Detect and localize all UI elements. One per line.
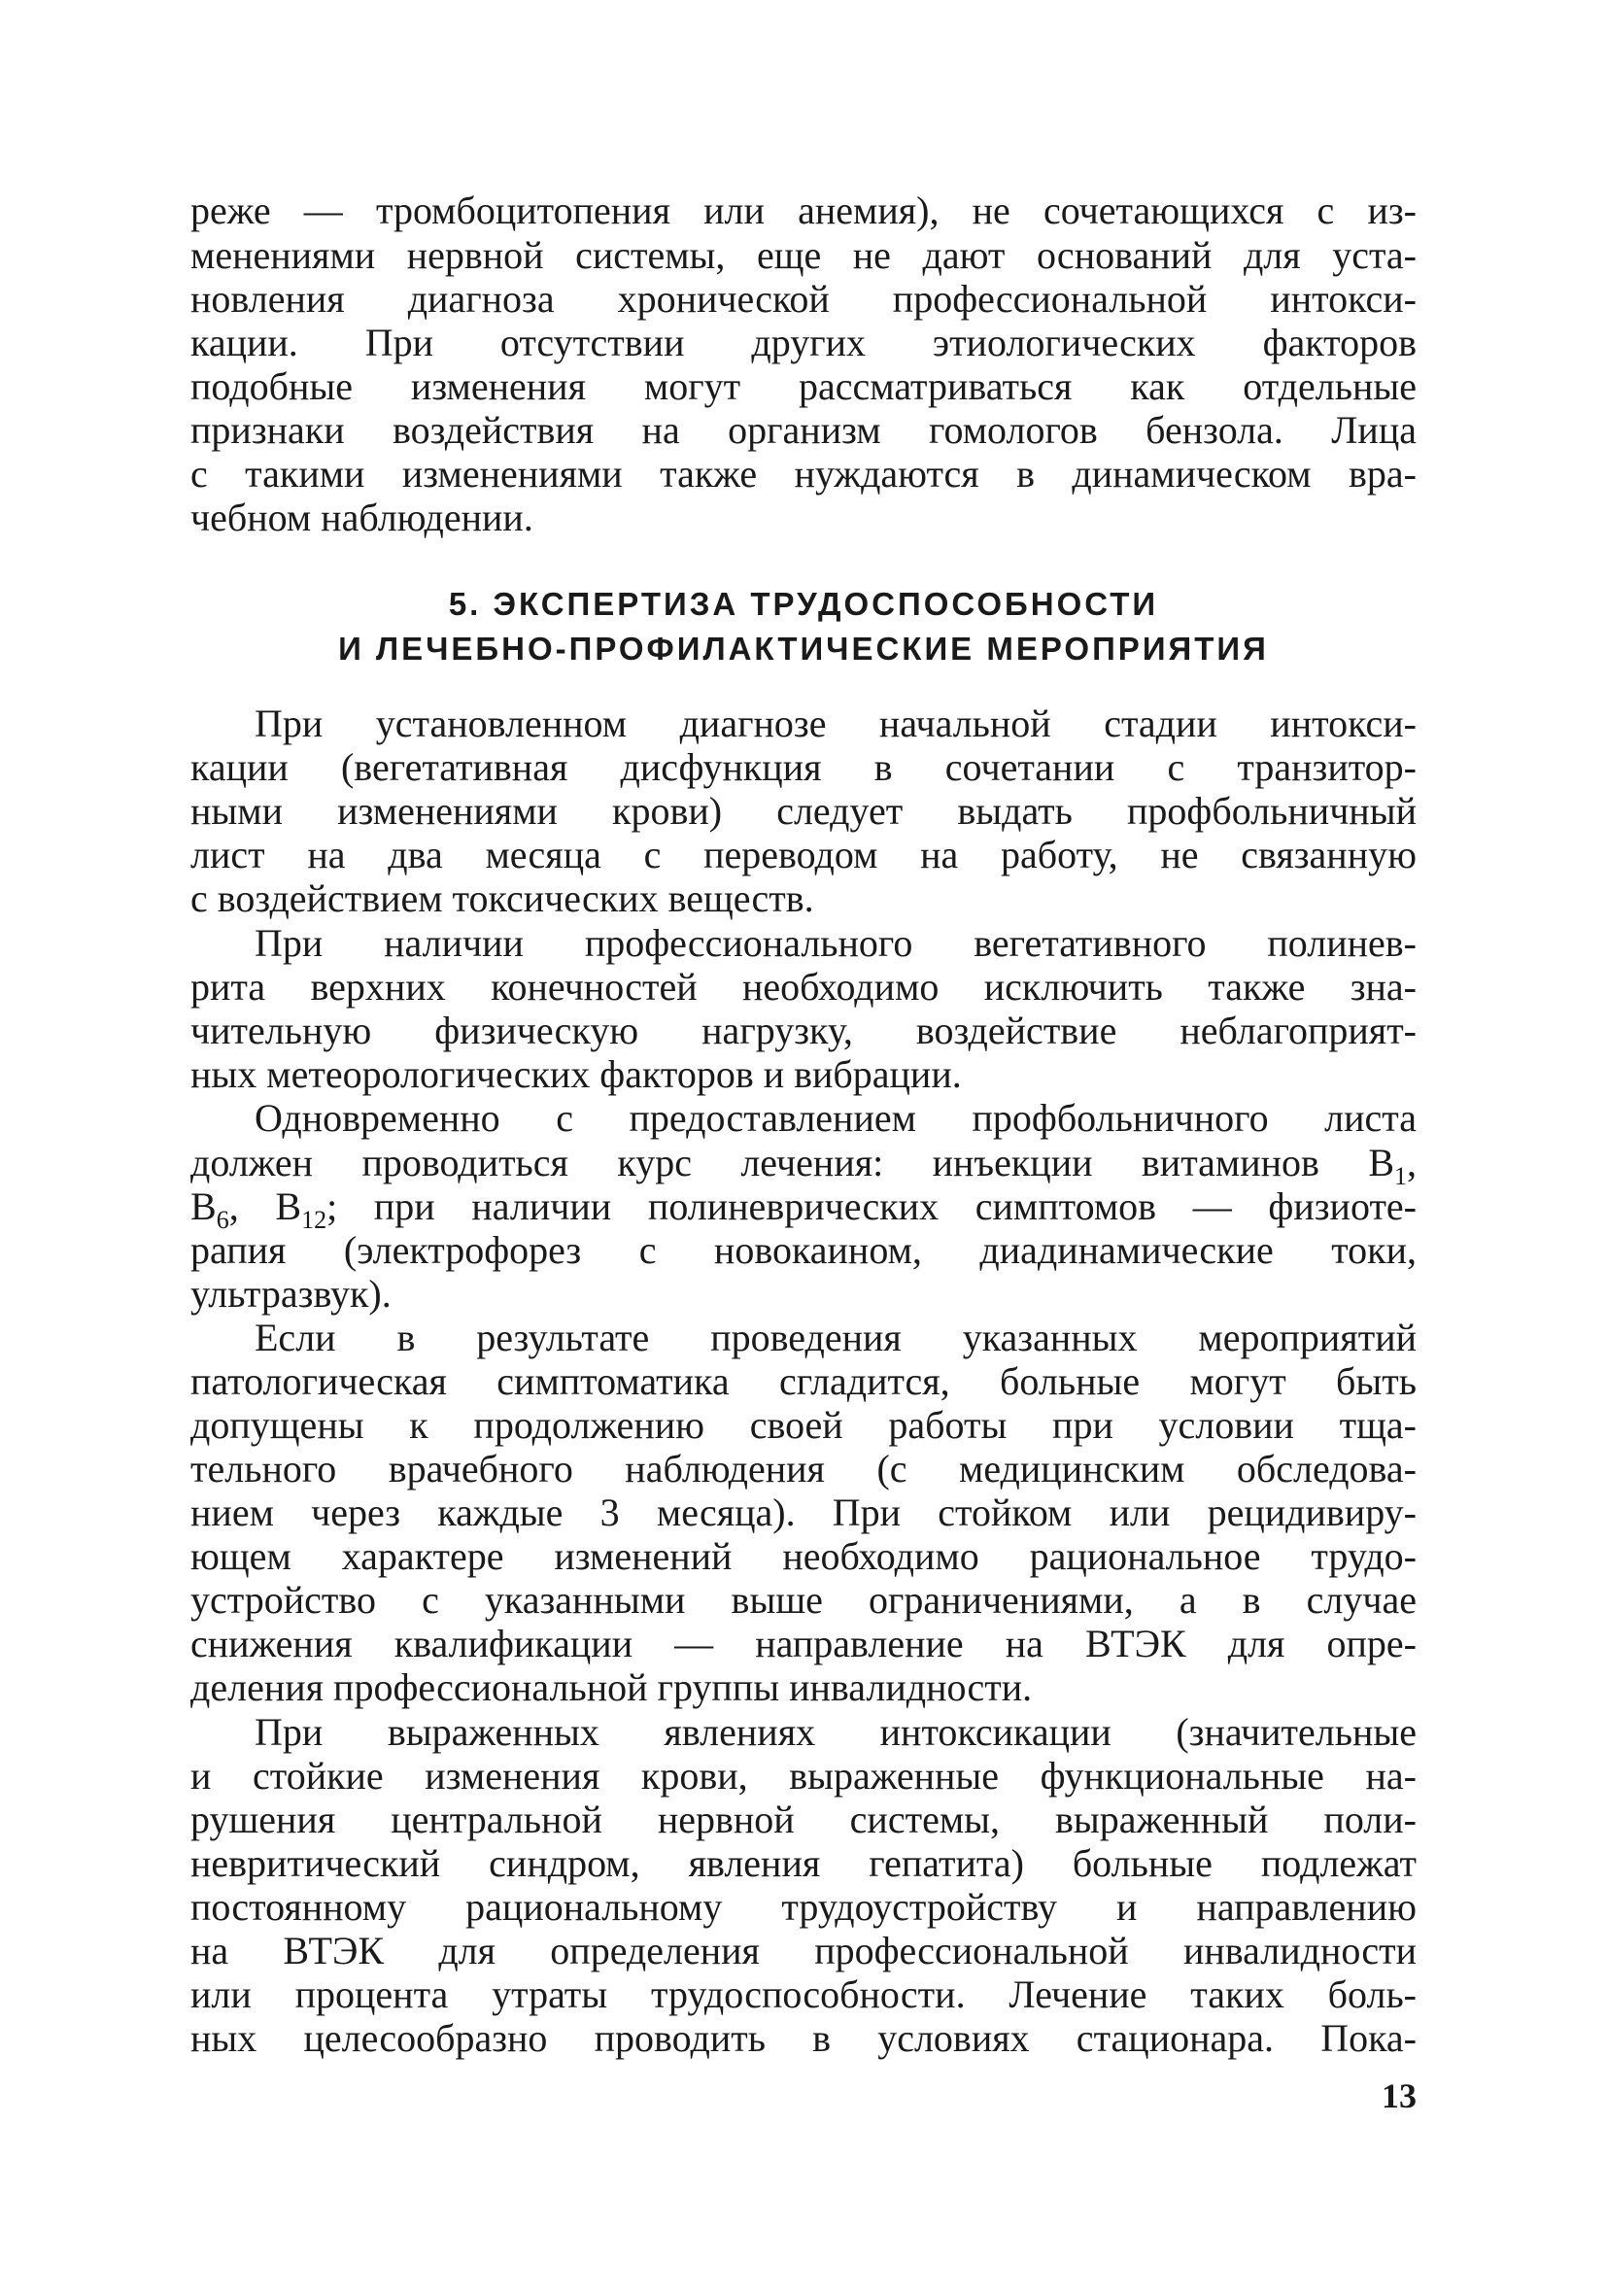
text-line: новления диагноза хронической профессиональной интокси- xyxy=(190,277,1417,321)
text-line: невритический синдром, явления гепатита) больные подлежат xyxy=(190,1841,1417,1885)
text-line: При наличии профессионального вегетативного полинев- xyxy=(255,921,1417,965)
section-heading-line-2: И ЛЕЧЕБНО-ПРОФИЛАКТИЧЕСКИЕ МЕРОПРИЯТИЯ xyxy=(338,631,1269,667)
section-heading-line-1: 5. ЭКСПЕРТИЗА ТРУДОСПОСОБНОСТИ xyxy=(448,586,1159,622)
text-line: патологическая симптоматика сгладится, больные могут быть xyxy=(190,1359,1417,1403)
text-line: рита верхних конечностей необходимо исключить также зна- xyxy=(190,965,1417,1009)
text-line: Одновременно с предоставлением профбольничного листа xyxy=(255,1096,1417,1140)
text-line: реже — тромбоцитопения или анемия), не сочетающихся с из- xyxy=(190,188,1417,232)
text-line: подобные изменения могут рассматриваться как отдельные xyxy=(190,364,1417,408)
text-line xyxy=(190,1184,1417,1234)
text-line: чительную физическую нагрузку, воздействие неблагоприят- xyxy=(190,1009,1417,1052)
text-line: нием через каждые 3 месяца). При стойком или рецидивиру- xyxy=(190,1491,1417,1534)
text-span: , B xyxy=(228,1184,302,1228)
vitamin-subscript: 6 xyxy=(216,1206,229,1234)
text-line: При выраженных явлениях интоксикации (значительные xyxy=(255,1710,1417,1754)
text-line: менениями нервной системы, еще не дают оснований для уста- xyxy=(190,233,1417,277)
text-line xyxy=(190,1141,1417,1190)
text-line: признаки воздействия на организм гомологов бензола. Лица xyxy=(190,408,1417,452)
text-span: , xyxy=(1407,1141,1417,1184)
text-line: устройство с указанными выше ограничениями, а в случае xyxy=(190,1578,1417,1622)
text-line: ных метеорологических факторов и вибрации. xyxy=(190,1052,962,1096)
text-line: ными изменениями крови) следует выдать профбольничный xyxy=(190,789,1417,833)
text-span: B xyxy=(190,1184,217,1228)
text-line: кации (вегетативная дисфункция в сочетании с транзитор- xyxy=(190,745,1417,789)
vitamin-subscript: 1 xyxy=(1394,1162,1407,1190)
text-span: ; при наличии полиневрических симптомов — физиоте- xyxy=(326,1184,1417,1228)
text-line: допущены к продолжению своей работы при условии тща- xyxy=(190,1403,1417,1447)
vitamin-subscript: 12 xyxy=(301,1206,327,1234)
text-line: рапия (электрофорез с новокаином, диадинамические токи, xyxy=(190,1228,1417,1272)
text-line: или процента утраты трудоспособности. Лечение таких боль- xyxy=(190,1972,1417,2016)
text-line: с такими изменениями также нуждаются в динамическом вра- xyxy=(190,452,1417,496)
text-span: должен проводиться курс лечения: инъекции витаминов B xyxy=(190,1141,1394,1184)
text-line: ющем характере изменений необходимо рациональное трудо- xyxy=(190,1534,1417,1578)
text-line: рушения центральной нервной системы, выраженный поли- xyxy=(190,1798,1417,1841)
text-line: При установленном диагнозе начальной стадии интокси- xyxy=(255,702,1417,745)
text-line: снижения квалификации — направление на ВТЭК для опре- xyxy=(190,1622,1417,1665)
text-line: деления профессиональной группы инвалидности. xyxy=(190,1665,1033,1709)
text-line: ультразвук). xyxy=(190,1272,392,1316)
text-line: чебном наблюдении. xyxy=(190,496,533,539)
text-line: и стойкие изменения крови, выраженные функциональные на- xyxy=(190,1754,1417,1798)
text-line: ных целесообразно проводить в условиях стационара. Пока- xyxy=(190,2016,1417,2060)
text-line: кации. При отсутствии других этиологических факторов xyxy=(190,321,1417,364)
text-line: лист на два месяца с переводом на работу, не связанную xyxy=(190,833,1417,876)
text-line: на ВТЭК для определения профессиональной инвалидности xyxy=(190,1929,1417,1972)
text-line: постоянному рациональному трудоустройству и направлению xyxy=(190,1885,1417,1929)
page-number: 13 xyxy=(1382,2076,1417,2115)
text-line: тельного врачебного наблюдения (с медицинским обследова- xyxy=(190,1447,1417,1491)
text-line: Если в результате проведения указанных мероприятий xyxy=(255,1316,1417,1359)
text-line: с воздействием токсических веществ. xyxy=(190,876,814,920)
